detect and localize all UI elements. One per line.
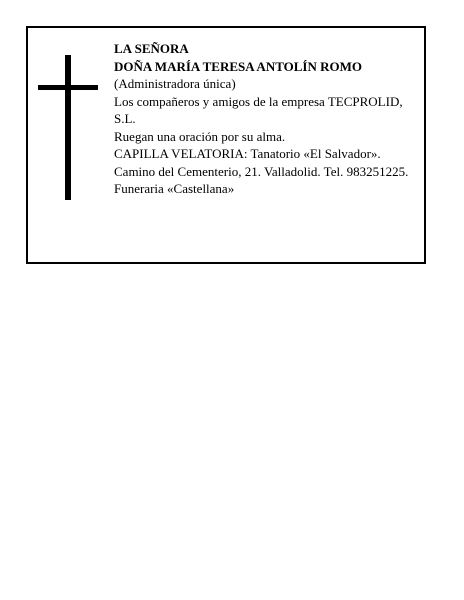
address-text: Camino del Cementerio, 21. Valladolid. Tel. 983251225.	[114, 163, 409, 179]
cross-horizontal-bar	[38, 85, 98, 90]
notice-title: LA SEÑORA	[114, 41, 189, 56]
prayer-text: Ruegan una oración por su alma.	[114, 128, 286, 144]
deceased-name: DOÑA MARÍA TERESA ANTOLÍN ROMO	[114, 58, 363, 74]
deceased-role: (Administradora única)	[114, 76, 236, 91]
notice-text	[114, 40, 420, 198]
mourners-text: Los compañeros y amigos de la empresa TECPROLID, S.L.	[114, 93, 403, 126]
funeral-home-text: Funeraria «Castellana»	[114, 181, 235, 196]
cross-vertical-bar	[65, 55, 71, 200]
obituary-notice	[26, 26, 426, 264]
chapel-text: CAPILLA VELATORIA: Tanatorio «El Salvador».	[114, 146, 381, 161]
cross-icon	[38, 55, 98, 200]
